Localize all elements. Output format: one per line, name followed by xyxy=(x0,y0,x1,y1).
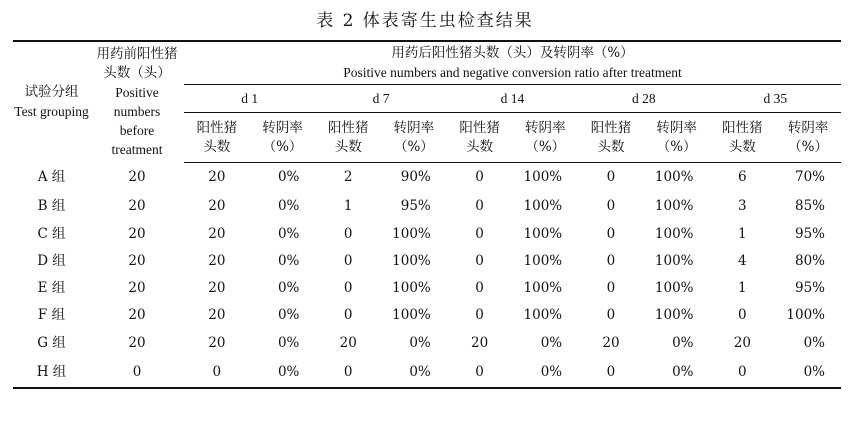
positive-subheader: 阳性猪头数 xyxy=(578,113,644,163)
conversion-ratio-cell: 0% xyxy=(644,358,710,388)
conversion-ratio-cell: 0% xyxy=(775,358,841,388)
positive-count-cell: 20 xyxy=(208,169,226,185)
day-header: d 1 xyxy=(184,85,315,113)
conversion-ratio-cell: 0% xyxy=(277,169,300,185)
conversion-ratio-cell: 85% xyxy=(794,198,825,214)
table-row xyxy=(13,221,841,248)
before-count-cell: 20 xyxy=(128,307,146,323)
table-row xyxy=(13,248,841,275)
before-header-en: Positive numbers before treatment xyxy=(111,85,163,158)
positive-count-cell: 0 xyxy=(475,253,484,269)
conversion-ratio-cell: 0% xyxy=(277,226,300,242)
positive-count-cell: 20 xyxy=(208,335,226,351)
table-row xyxy=(13,358,841,388)
before-header xyxy=(90,41,184,163)
conversion-ratio-cell: 95% xyxy=(794,280,825,296)
conversion-ratio-cell: 100% xyxy=(523,198,563,214)
before-count-cell: 20 xyxy=(128,226,146,242)
conversion-ratio-cell: 100% xyxy=(523,253,563,269)
positive-count-cell: 1 xyxy=(738,280,747,296)
table-body xyxy=(13,163,841,389)
day-header: d 7 xyxy=(315,85,446,113)
conversion-ratio-cell: 0% xyxy=(540,335,563,351)
group-cell: G 组 xyxy=(37,335,66,351)
conversion-ratio-cell: 100% xyxy=(523,280,563,296)
group-cell: A 组 xyxy=(37,168,66,185)
positive-count-cell: 0 xyxy=(606,307,616,323)
day-header: d 28 xyxy=(578,85,709,113)
positive-count-cell: 0 xyxy=(184,358,250,388)
conversion-ratio-cell: 100% xyxy=(654,307,694,323)
table-row xyxy=(13,192,841,221)
conversion-ratio-cell: 0% xyxy=(277,280,300,296)
positive-count-cell: 20 xyxy=(208,280,226,296)
positive-subheader: 阳性猪头数 xyxy=(315,113,381,163)
positive-count-cell: 0 xyxy=(315,358,381,388)
before-count-cell: 20 xyxy=(128,280,146,296)
conversion-ratio-cell: 100% xyxy=(654,280,694,296)
conversion-ratio-cell: 0% xyxy=(409,335,431,351)
ratio-subheader: 转阴率（%） xyxy=(250,113,316,163)
positive-count-cell: 0 xyxy=(343,280,353,296)
positive-count-cell: 0 xyxy=(475,198,484,214)
conversion-ratio-cell: 0% xyxy=(250,358,316,388)
positive-count-cell: 20 xyxy=(208,307,226,323)
ratio-subheader: 转阴率（%） xyxy=(381,113,447,163)
group-cell: E 组 xyxy=(37,280,66,296)
positive-count-cell: 20 xyxy=(208,253,226,269)
positive-count-cell: 0 xyxy=(475,280,484,296)
before-count-cell: 0 xyxy=(90,358,184,388)
positive-count-cell: 0 xyxy=(475,169,484,185)
conversion-ratio-cell: 0% xyxy=(803,335,825,351)
positive-count-cell: 3 xyxy=(738,198,747,214)
positive-count-cell: 20 xyxy=(339,335,357,351)
positive-count-cell: 0 xyxy=(343,253,353,269)
conversion-ratio-cell: 100% xyxy=(786,307,825,323)
conversion-ratio-cell: 0% xyxy=(381,358,447,388)
positive-count-cell: 0 xyxy=(343,226,353,242)
positive-count-cell: 0 xyxy=(606,280,616,296)
conversion-ratio-cell: 0% xyxy=(277,335,300,351)
day-header: d 35 xyxy=(710,85,842,113)
conversion-ratio-cell: 0% xyxy=(512,358,578,388)
conversion-ratio-cell: 100% xyxy=(654,253,694,269)
conversion-ratio-cell: 100% xyxy=(523,226,563,242)
positive-count-cell: 0 xyxy=(475,226,484,242)
before-count-cell: 20 xyxy=(128,253,146,269)
positive-count-cell: 20 xyxy=(733,335,751,351)
conversion-ratio-cell: 90% xyxy=(400,169,431,185)
positive-count-cell: 0 xyxy=(578,358,644,388)
conversion-ratio-cell: 0% xyxy=(277,198,300,214)
conversion-ratio-cell: 100% xyxy=(654,169,694,185)
group-cell: H 组 xyxy=(13,358,90,388)
positive-subheader: 阳性猪头数 xyxy=(184,113,250,163)
group-cell: F 组 xyxy=(37,307,66,323)
group-header xyxy=(13,41,90,163)
positive-subheader: 阳性猪头数 xyxy=(710,113,776,163)
positive-count-cell: 20 xyxy=(208,198,226,214)
positive-count-cell: 0 xyxy=(447,358,513,388)
positive-count-cell: 6 xyxy=(738,169,747,185)
positive-count-cell: 0 xyxy=(343,307,353,323)
table-row xyxy=(13,275,841,302)
before-count-cell: 20 xyxy=(128,168,146,185)
before-count-cell: 20 xyxy=(128,335,146,351)
conversion-ratio-cell: 0% xyxy=(672,335,694,351)
conversion-ratio-cell: 100% xyxy=(392,253,431,269)
group-header-cn: 试验分组 xyxy=(24,84,79,101)
conversion-ratio-cell: 0% xyxy=(277,307,300,323)
positive-count-cell: 0 xyxy=(606,226,616,242)
conversion-ratio-cell: 100% xyxy=(392,226,431,242)
before-header-cn: 用药前阳性猪头数（头） xyxy=(96,46,178,82)
conversion-ratio-cell: 95% xyxy=(794,226,825,242)
after-header-cn: 用药后阳性猪头数（头）及转阴率（%） xyxy=(391,45,634,61)
conversion-ratio-cell: 80% xyxy=(794,253,825,269)
day-header: d 14 xyxy=(447,85,578,113)
group-header-en: Test grouping xyxy=(14,104,89,120)
group-cell: B 组 xyxy=(37,198,66,214)
conversion-ratio-cell: 100% xyxy=(392,280,431,296)
table-row xyxy=(13,163,841,193)
ratio-subheader: 转阴率（%） xyxy=(644,113,710,163)
positive-count-cell: 0 xyxy=(738,307,747,323)
positive-count-cell: 4 xyxy=(738,253,747,269)
conversion-ratio-cell: 100% xyxy=(654,226,694,242)
after-header xyxy=(184,41,841,85)
positive-count-cell: 20 xyxy=(602,335,620,351)
ratio-subheader: 转阴率（%） xyxy=(775,113,841,163)
positive-count-cell: 1 xyxy=(343,198,353,214)
after-header-en: Positive numbers and negative conversion ratio after treatment xyxy=(343,65,682,80)
conversion-ratio-cell: 100% xyxy=(392,307,431,323)
positive-count-cell: 0 xyxy=(475,307,484,323)
results-table xyxy=(13,40,841,389)
conversion-ratio-cell: 100% xyxy=(654,198,694,214)
ratio-subheader: 转阴率（%） xyxy=(512,113,578,163)
positive-count-cell: 20 xyxy=(471,335,489,351)
positive-count-cell: 0 xyxy=(606,169,616,185)
positive-count-cell: 0 xyxy=(606,253,616,269)
positive-count-cell: 0 xyxy=(606,198,616,214)
table-row xyxy=(13,302,841,329)
conversion-ratio-cell: 70% xyxy=(794,169,825,185)
group-cell: C 组 xyxy=(37,226,66,242)
conversion-ratio-cell: 95% xyxy=(400,198,431,214)
group-cell: D 组 xyxy=(37,253,66,269)
positive-count-cell: 1 xyxy=(738,226,747,242)
positive-count-cell: 20 xyxy=(208,226,226,242)
table-title: 表 2 体表寄生虫检查结果 xyxy=(316,11,534,31)
positive-count-cell: 0 xyxy=(710,358,776,388)
positive-subheader: 阳性猪头数 xyxy=(447,113,513,163)
positive-count-cell: 2 xyxy=(343,169,353,185)
conversion-ratio-cell: 0% xyxy=(277,253,300,269)
conversion-ratio-cell: 100% xyxy=(523,307,563,323)
before-count-cell: 20 xyxy=(128,198,146,214)
table-row xyxy=(13,329,841,358)
conversion-ratio-cell: 100% xyxy=(523,169,563,185)
